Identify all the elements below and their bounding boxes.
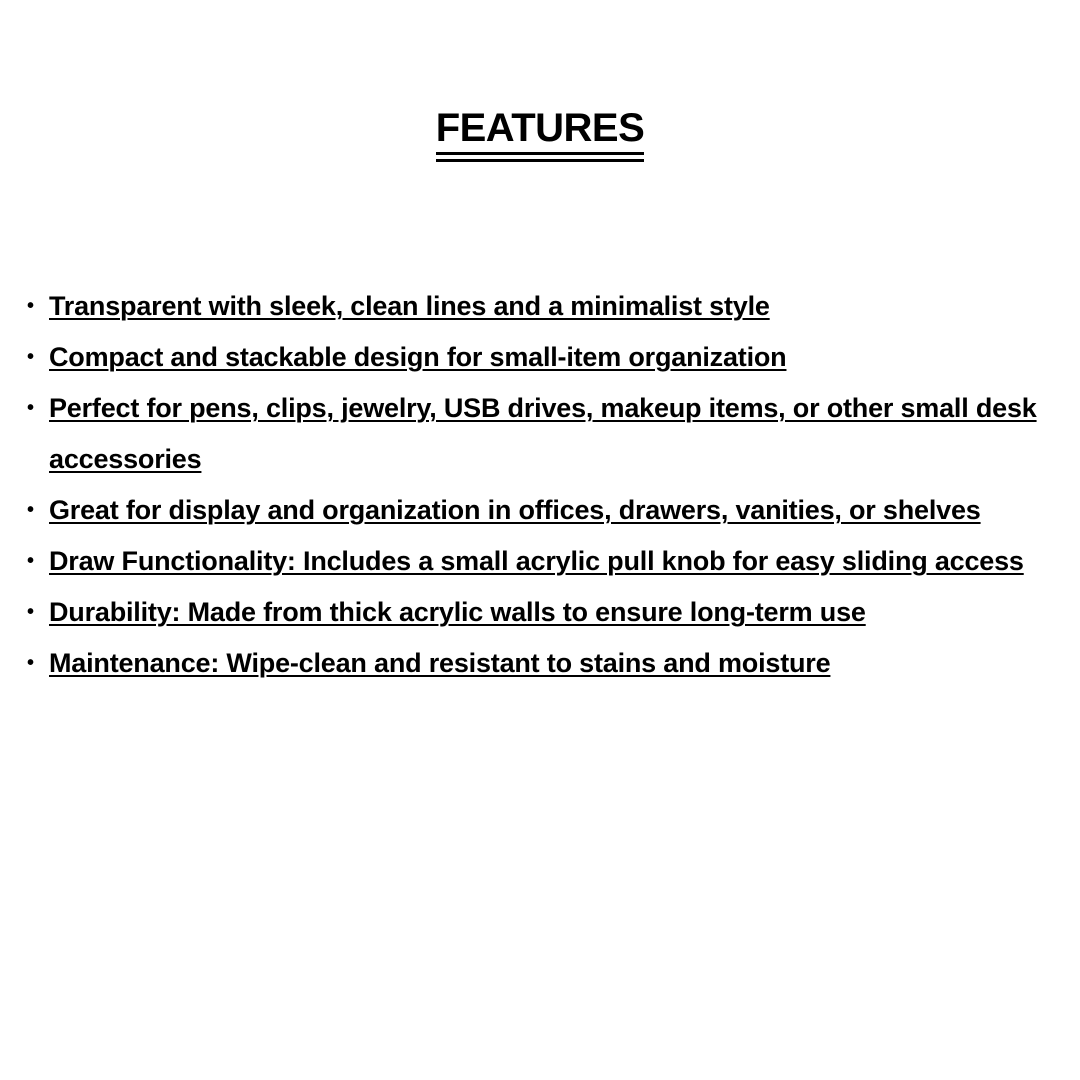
- list-item: [27, 638, 1080, 689]
- feature-text: Maintenance: Wipe-clean and resistant to stains and moisture: [49, 648, 831, 678]
- feature-text: Transparent with sleek, clean lines and a minimalist style: [49, 291, 770, 321]
- bullet-icon: •: [27, 550, 34, 572]
- feature-text: Draw Functionality: Includes a small acrylic pull knob for easy sliding access: [49, 546, 1024, 576]
- list-item: [27, 332, 1080, 383]
- features-list: [0, 281, 1080, 689]
- bullet-icon: •: [27, 295, 34, 317]
- list-item: [27, 281, 1080, 332]
- page-title: FEATURES: [436, 104, 645, 155]
- list-item: [27, 383, 1080, 485]
- feature-text: Perfect for pens, clips, jewelry, USB drives, makeup items, or other small desk accessories: [49, 393, 1037, 474]
- bullet-icon: •: [27, 397, 34, 419]
- bullet-icon: •: [27, 601, 34, 623]
- bullet-icon: •: [27, 652, 34, 674]
- list-item: [27, 536, 1080, 587]
- bullet-icon: •: [27, 499, 34, 521]
- feature-text: Durability: Made from thick acrylic walls to ensure long-term use: [49, 597, 866, 627]
- feature-text: Great for display and organization in offices, drawers, vanities, or shelves: [49, 495, 981, 525]
- feature-text: Compact and stackable design for small-item organization: [49, 342, 787, 372]
- bullet-icon: •: [27, 346, 34, 368]
- list-item: [27, 587, 1080, 638]
- list-item: [27, 485, 1080, 536]
- heading-container: [0, 104, 1080, 155]
